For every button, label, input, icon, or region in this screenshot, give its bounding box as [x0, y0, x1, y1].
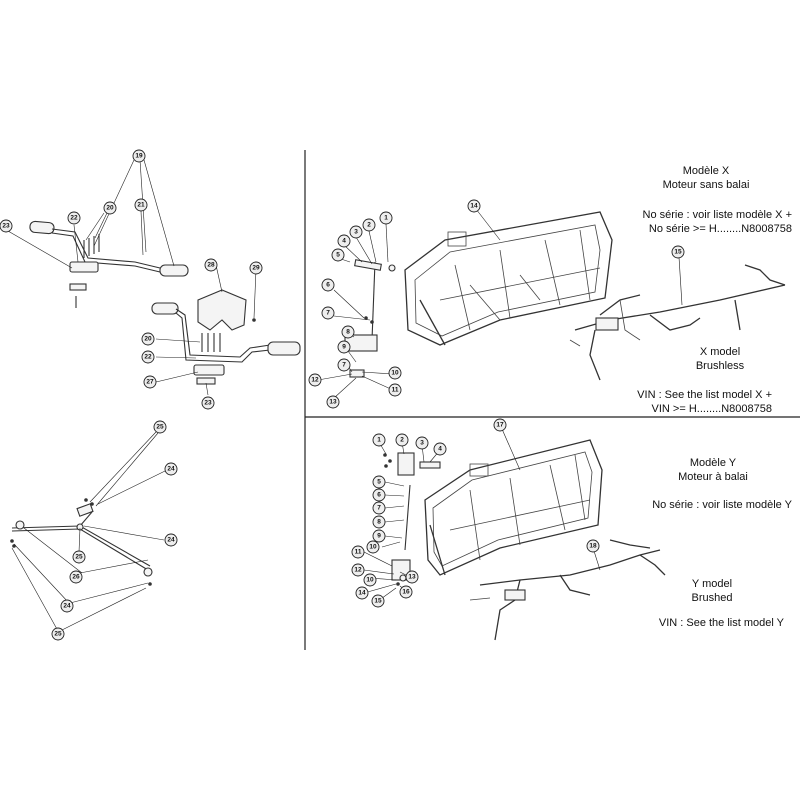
steering-column-x [345, 260, 395, 377]
svg-text:3: 3 [354, 228, 358, 236]
svg-text:14: 14 [358, 589, 366, 597]
handlebar-pad [198, 290, 246, 330]
model-y-english-vin [659, 616, 784, 630]
frame-model-y [425, 440, 602, 575]
svg-text:10: 10 [369, 543, 377, 551]
svg-text:14: 14 [470, 202, 478, 210]
model-x-serial-fr-1: No série : voir liste modèle X + [642, 209, 792, 221]
callout-x-4 [338, 235, 350, 247]
callout-21 [135, 199, 147, 211]
svg-text:20: 20 [144, 335, 152, 343]
callout-23 [202, 397, 214, 409]
svg-text:1: 1 [377, 436, 381, 444]
svg-text:23: 23 [204, 399, 212, 407]
svg-text:28: 28 [207, 261, 215, 269]
callout-y-13 [406, 571, 418, 583]
svg-text:2: 2 [367, 221, 371, 229]
svg-text:11: 11 [354, 548, 362, 556]
handlebar-assembly-1 [30, 221, 188, 308]
callout-y-12 [352, 564, 364, 576]
svg-text:26: 26 [72, 573, 80, 581]
svg-text:29: 29 [252, 264, 260, 272]
model-x-subtitle-en: Brushless [695, 360, 745, 372]
model-y-serial-fr-1: No série : voir liste modèle Y [652, 499, 792, 511]
svg-text:4: 4 [342, 237, 346, 245]
svg-text:19: 19 [135, 152, 143, 160]
svg-text:17: 17 [496, 421, 504, 429]
svg-text:6: 6 [326, 281, 330, 289]
callout-x-8 [342, 326, 354, 338]
svg-text:1: 1 [384, 214, 388, 222]
callout-y-16 [400, 586, 412, 598]
callout-29 [250, 262, 262, 274]
callout-28 [205, 259, 217, 271]
svg-text:2: 2 [400, 436, 404, 444]
svg-text:12: 12 [354, 566, 362, 574]
callout-y-17 [494, 419, 506, 431]
svg-text:11: 11 [391, 386, 399, 394]
model-x-serial-fr-2: No série >= H........N8008758 [648, 223, 792, 235]
svg-text:12: 12 [311, 376, 319, 384]
svg-text:10: 10 [391, 369, 399, 377]
svg-text:16: 16 [402, 588, 410, 596]
svg-text:18: 18 [589, 542, 597, 550]
svg-text:22: 22 [70, 214, 78, 222]
model-x-vin-en-1: VIN : See the list model X + [637, 389, 772, 401]
callout-y-4 [434, 443, 446, 455]
callout-25 [73, 551, 85, 563]
svg-text:24: 24 [167, 536, 175, 544]
svg-text:25: 25 [54, 630, 62, 638]
svg-text:27: 27 [146, 378, 154, 386]
frame-model-x [405, 212, 612, 345]
callout-x-9 [338, 341, 350, 353]
callout-y-18 [587, 540, 599, 552]
callout-x-10 [389, 367, 401, 379]
callout-23 [0, 220, 12, 232]
callout-22 [68, 212, 80, 224]
svg-text:5: 5 [336, 251, 340, 259]
callout-19 [133, 150, 145, 162]
svg-text:7: 7 [326, 309, 330, 317]
svg-text:13: 13 [408, 573, 416, 581]
svg-text:8: 8 [377, 518, 381, 526]
svg-text:5: 5 [377, 478, 381, 486]
svg-text:3: 3 [420, 439, 424, 447]
svg-text:6: 6 [377, 491, 381, 499]
callout-25 [52, 628, 64, 640]
model-y-vin-en-1: VIN : See the list model Y [658, 617, 784, 629]
model-y-subtitle-fr: Moteur à balai [678, 471, 748, 483]
callout-y-10 [367, 541, 379, 553]
model-y-subtitle-en: Brushed [691, 592, 733, 604]
model-x-french-serial [643, 208, 792, 236]
callout-y-7 [373, 502, 385, 514]
riser-clamp-2 [194, 365, 224, 375]
svg-text:9: 9 [377, 532, 381, 540]
svg-text:13: 13 [329, 398, 337, 406]
callout-y-15 [372, 595, 384, 607]
model-x-english-vin [637, 388, 772, 416]
svg-text:24: 24 [63, 602, 71, 610]
callout-y-11 [352, 546, 364, 558]
svg-text:21: 21 [137, 201, 145, 209]
svg-text:22: 22 [144, 353, 152, 361]
model-y-english-title [672, 577, 752, 605]
right-grip-2 [268, 342, 300, 355]
callout-x-2 [363, 219, 375, 231]
callout-x-13 [327, 396, 339, 408]
callout-25 [154, 421, 166, 433]
model-y-french-title [650, 456, 776, 484]
svg-text:9: 9 [342, 343, 346, 351]
callout-24 [165, 534, 177, 546]
right-grip-1 [160, 265, 188, 276]
lower-clamp-1 [70, 284, 86, 290]
callout-x-7 [322, 307, 334, 319]
callout-y-3 [416, 437, 428, 449]
left-grip-2 [152, 303, 178, 314]
callout-20 [142, 333, 154, 345]
callout-y-10b [364, 574, 376, 586]
steering-plate-y [398, 453, 414, 475]
wiring-harness-y [470, 540, 665, 640]
callout-x-15 [672, 246, 684, 258]
callout-y-9 [373, 530, 385, 542]
callout-y-8 [373, 516, 385, 528]
svg-text:8: 8 [346, 328, 350, 336]
callout-x-6 [322, 279, 334, 291]
callout-y-2 [396, 434, 408, 446]
svg-text:23: 23 [2, 222, 10, 230]
model-y-title-fr: Modèle Y [689, 457, 737, 469]
callout-x-3 [350, 226, 362, 238]
callout-y-6 [373, 489, 385, 501]
callout-24 [165, 463, 177, 475]
callout-y-14 [356, 587, 368, 599]
callout-x-14 [468, 200, 480, 212]
callout-y-1 [373, 434, 385, 446]
svg-text:25: 25 [156, 423, 164, 431]
svg-text:25: 25 [75, 553, 83, 561]
callout-x-12 [309, 374, 321, 386]
callout-27 [144, 376, 156, 388]
callout-y-5 [373, 476, 385, 488]
svg-text:7: 7 [342, 361, 346, 369]
callout-x-7b [338, 359, 350, 371]
model-x-title-fr: Modèle X [682, 165, 730, 177]
model-x-english-title [680, 345, 760, 373]
svg-text:24: 24 [167, 465, 175, 473]
model-y-title-en: Y model [691, 578, 733, 590]
model-y-french-serial [652, 498, 792, 512]
callout-22 [142, 351, 154, 363]
left-grip-1 [30, 221, 55, 234]
callout-20 [104, 202, 116, 214]
callout-26 [70, 571, 82, 583]
callout-x-11 [389, 384, 401, 396]
model-x-title-en: X model [699, 346, 741, 358]
svg-text:4: 4 [438, 445, 442, 453]
callout-x-1 [380, 212, 392, 224]
svg-text:20: 20 [106, 204, 114, 212]
svg-text:7: 7 [377, 504, 381, 512]
handlebar-assembly-2 [152, 290, 300, 384]
callout-x-5 [332, 249, 344, 261]
callout-24 [61, 600, 73, 612]
model-x-french-title [640, 164, 772, 192]
model-x-subtitle-fr: Moteur sans balai [662, 179, 750, 191]
svg-text:15: 15 [374, 597, 382, 605]
model-x-vin-en-2: VIN >= H........N8008758 [651, 403, 772, 415]
svg-text:10: 10 [366, 576, 374, 584]
svg-text:15: 15 [674, 248, 682, 256]
riser-clamp-1 [70, 262, 98, 272]
